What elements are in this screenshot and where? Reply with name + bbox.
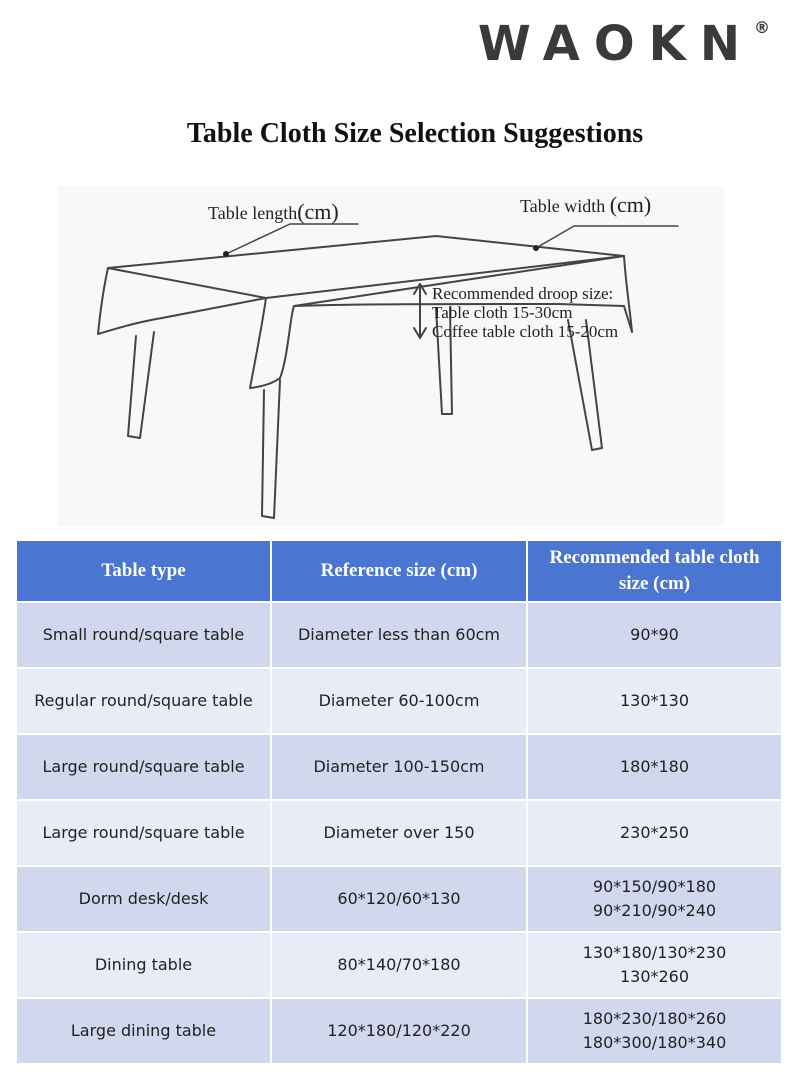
page-title: Table Cloth Size Selection Suggestions (186, 118, 644, 149)
cell-recommended-size (527, 734, 781, 800)
cell-reference-size: Diameter 100-150cm (271, 734, 527, 800)
table-row (17, 668, 781, 734)
width-leader-line (536, 226, 678, 248)
cell-recommended-size (527, 932, 781, 998)
size-table (17, 541, 781, 1063)
table-row (17, 932, 781, 998)
cell-reference-size: Diameter over 150 (271, 800, 527, 866)
recommended-line: 180*300/180*340 (582, 1033, 727, 1052)
cell-reference-size: Diameter 60-100cm (271, 668, 527, 734)
leg-front (262, 380, 280, 518)
cell-reference-size: 80*140/70*180 (271, 932, 527, 998)
recommended-line: 230*250 (619, 823, 690, 842)
width-unit: (cm) (609, 192, 652, 217)
recommended-line: 180*180 (619, 757, 690, 776)
cell-recommended-size (527, 998, 781, 1063)
cell-table-type: Large round/square table (17, 734, 271, 800)
recommended-line: 130*130 (619, 691, 690, 710)
table-length-label (208, 199, 339, 225)
table-row (17, 602, 781, 668)
droop-note (432, 284, 618, 341)
cell-recommended-size (527, 668, 781, 734)
cell-table-type: Large round/square table (17, 800, 271, 866)
header-row (17, 541, 781, 602)
width-marker-dot (533, 245, 539, 251)
leg-front-left (128, 332, 154, 438)
cell-table-type: Dorm desk/desk (17, 866, 271, 932)
table-row (17, 866, 781, 932)
cell-table-type: Regular round/square table (17, 668, 271, 734)
droop-coffee-table: Coffee table cloth 15-20cm (432, 322, 619, 341)
header-reference-size: Reference size (cm) (271, 541, 527, 602)
table-row (17, 800, 781, 866)
left-droop (98, 268, 266, 334)
cell-recommended-size (527, 602, 781, 668)
cell-table-type: Large dining table (17, 998, 271, 1063)
length-unit: (cm) (297, 199, 339, 224)
table-illustration (58, 186, 724, 526)
recommended-line: 130*180/130*230 (582, 943, 727, 962)
header-table-type: Table type (17, 541, 271, 602)
cell-table-type: Dining table (17, 932, 271, 998)
recommended-line: 180*230/180*260 (582, 1009, 727, 1028)
brand-name: WAOKN (477, 16, 754, 72)
cell-recommended-size (527, 866, 781, 932)
table-length-text: Table length (208, 203, 298, 223)
recommended-line: 90*90 (630, 625, 679, 644)
table-row (17, 734, 781, 800)
brand-logo (478, 16, 770, 72)
table-width-label (520, 192, 651, 218)
table-row (17, 998, 781, 1063)
recommended-line: 130*260 (619, 967, 690, 986)
droop-heading: Recommended droop size: (432, 284, 614, 303)
header-recommended-size: Recommended table cloth size (cm) (527, 541, 781, 602)
cell-table-type: Small round/square table (17, 602, 271, 668)
cell-recommended-size (527, 800, 781, 866)
table-diagram (58, 186, 724, 526)
cell-reference-size: 120*180/120*220 (271, 998, 527, 1063)
table-width-text: Table width (520, 196, 606, 216)
length-marker-dot (223, 251, 229, 257)
registered-mark: ® (754, 18, 770, 37)
recommended-line: 90*210/90*240 (592, 901, 717, 920)
cell-reference-size: Diameter less than 60cm (271, 602, 527, 668)
recommended-line: 90*150/90*180 (592, 877, 717, 896)
droop-table-cloth: Table cloth 15-30cm (432, 303, 573, 322)
cell-reference-size: 60*120/60*130 (271, 866, 527, 932)
